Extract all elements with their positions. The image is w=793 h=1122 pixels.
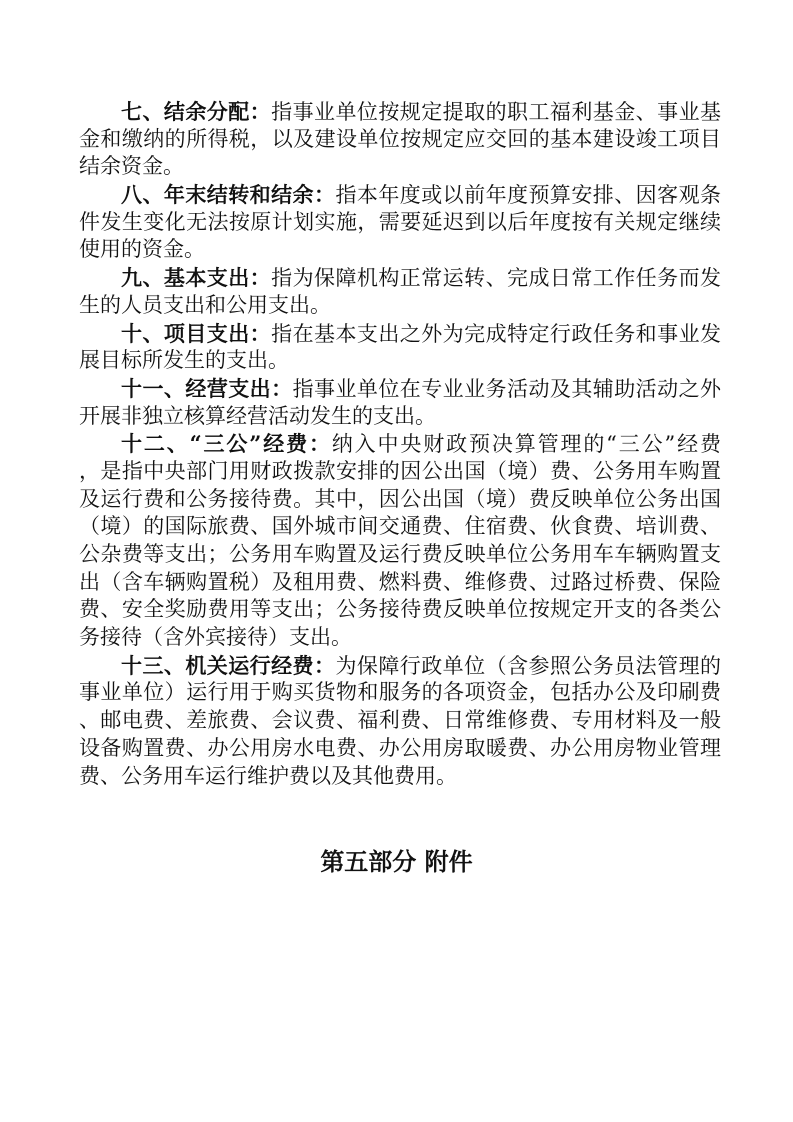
paragraph-heading: 八、年末结转和结余： [121, 182, 336, 208]
text-line [79, 763, 721, 791]
line-text: 金和缴纳的所得税，以及建设单位按规定应交回的基本建设竣工项目 [79, 126, 721, 151]
line-text: 开展非独立核算经营活动发生的支出。 [79, 403, 436, 428]
line-text: 指事业单位按规定提取的职工福利基金、事业基 [271, 100, 722, 124]
line-text: 纳入中央财政预决算管理的“三公”经费 [331, 432, 721, 457]
paragraph [79, 430, 721, 652]
text-line [79, 624, 721, 652]
text-line [79, 707, 721, 735]
line-text: 指在基本支出之外为完成特定行政任务和事业发 [271, 321, 722, 346]
line-text: 及运行费和公务接待费。其中，因公出国（境）费反映单位公务出国 [79, 486, 721, 511]
line-text: 展目标所发生的支出。 [79, 348, 289, 373]
paragraph-heading: 十二、“三公”经费： [121, 431, 332, 457]
line-text: ，是指中央部门用财政拨款安排的因公出国（境）费、公务用车购置 [79, 458, 721, 483]
text-line [79, 347, 721, 375]
line-text: 指事业单位在专业业务活动及其辅助活动之外 [292, 376, 722, 401]
text-line [79, 236, 721, 264]
document-body [79, 98, 721, 790]
line-text: 件发生变化无法按原计划实施，需要延迟到以后年度按有关规定继续 [79, 209, 721, 234]
text-line [79, 735, 721, 763]
paragraph [79, 181, 721, 264]
text-line [79, 569, 721, 597]
paragraph [79, 98, 721, 181]
line-text: 结余资金。 [79, 154, 184, 179]
paragraph [79, 264, 721, 319]
line-text: 费、安全奖励费用等支出；公务接待费反映单位按规定开支的各类公 [79, 597, 721, 622]
line-text: 费、公务用车运行维护费以及其他费用。 [79, 763, 457, 788]
text-line [79, 209, 721, 237]
text-line [79, 292, 721, 320]
paragraph-heading: 十、项目支出： [121, 320, 272, 346]
line-text: 事业单位）运行用于购买货物和服务的各项资金，包括办公及印刷费 [79, 680, 721, 705]
paragraph-heading: 七、结余分配： [121, 99, 272, 124]
text-line [79, 126, 721, 154]
line-text: 生的人员支出和公用支出。 [79, 292, 331, 317]
text-line [79, 458, 721, 486]
text-line [79, 486, 721, 514]
paragraph-heading: 十三、机关运行经费： [121, 652, 336, 678]
text-line [79, 375, 721, 403]
text-line [79, 403, 721, 431]
line-text: 公杂费等支出；公务用车购置及运行费反映单位公务用车车辆购置支 [79, 542, 721, 566]
text-line [79, 430, 721, 458]
text-line [79, 264, 721, 292]
text-line [79, 596, 721, 624]
line-text: 指为保障机构正常运转、完成日常工作任务而发 [271, 266, 722, 291]
line-text: 设备购置费、办公用房水电费、办公用房取暖费、办公用房物业管理 [79, 735, 721, 760]
line-text: （境）的国际旅费、国外城市间交通费、住宿费、伙食费、培训费、 [79, 514, 721, 539]
text-line [79, 679, 721, 707]
section-title: 第五部分 附件 [320, 847, 473, 876]
paragraph [79, 375, 721, 430]
text-line [79, 153, 721, 181]
text-line [79, 541, 721, 569]
line-text: 出（含车辆购置税）及租用费、燃料费、维修费、过路过桥费、保险 [79, 569, 721, 594]
paragraph-heading: 九、基本支出： [121, 265, 272, 291]
text-line [79, 181, 721, 209]
paragraph [79, 652, 721, 790]
line-text: 指本年度或以前年度预算安排、因客观条 [335, 183, 722, 208]
line-text: 、邮电费、差旅费、会议费、福利费、日常维修费、专用材料及一般 [79, 708, 721, 733]
paragraph-heading: 十一、经营支出： [121, 375, 293, 401]
line-text: 使用的资金。 [79, 237, 205, 262]
line-text: 务接待（含外宾接待）支出。 [79, 625, 352, 650]
line-text: 为保障行政单位（含参照公务员法管理的 [335, 653, 722, 678]
text-line [79, 98, 721, 126]
paragraph [79, 320, 721, 375]
text-line [79, 652, 721, 680]
text-line [79, 513, 721, 541]
text-line [79, 320, 721, 348]
